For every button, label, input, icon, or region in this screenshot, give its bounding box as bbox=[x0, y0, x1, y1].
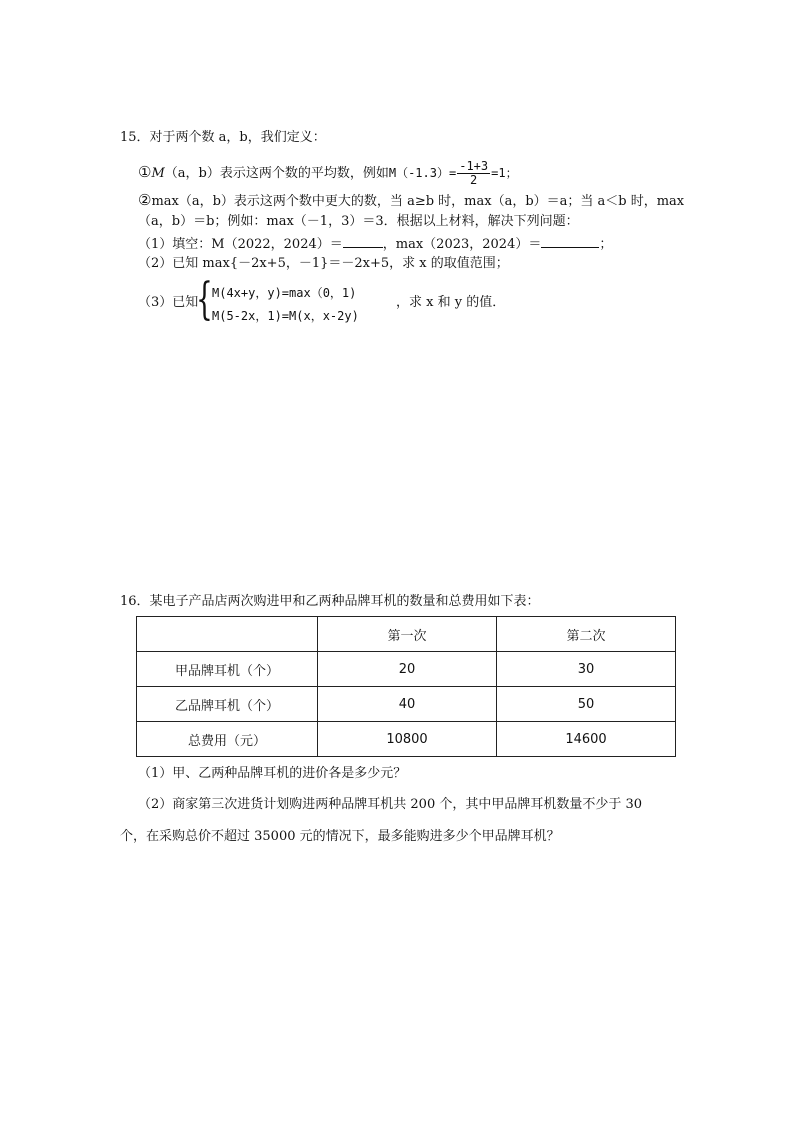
q16-part-2-line1: （2）商家第三次进货计划购进两种品牌耳机共 200 个，其中甲品牌耳机数量不少于 30 bbox=[138, 797, 643, 812]
q15-part-2: （2）已知 max{－2x+5，－1}＝－2x+5，求 x 的取值范围； bbox=[138, 256, 509, 271]
answer-blank-2 bbox=[541, 235, 599, 248]
m-symbol: M bbox=[151, 166, 165, 181]
q16-part-2-line2: 个，在采购总价不超过 35000 元的情况下，最多能购进多少个甲品牌耳机？ bbox=[120, 829, 560, 844]
table-header-cell bbox=[137, 617, 318, 652]
q15-title: 15．对于两个数 a，b，我们定义： bbox=[120, 130, 326, 145]
def1-text: 表示这两个数的平均数，例如 bbox=[219, 166, 389, 181]
part1-middle: ，max（2023，2024）＝ bbox=[382, 237, 542, 252]
answer-blank-1 bbox=[343, 235, 383, 248]
q15-equation-2: M(5-2x，1)=M(x，x-2y) bbox=[212, 309, 359, 323]
part1-prefix: （1）填空：M（2022，2024）＝ bbox=[138, 237, 343, 252]
q15-equation-1: M(4x+y，y)=max（0，1) bbox=[212, 286, 357, 300]
table-row bbox=[137, 687, 676, 722]
table-header-cell: 第一次 bbox=[318, 617, 497, 652]
q15-part-1 bbox=[138, 235, 612, 253]
fraction-numerator: -1+3 bbox=[459, 159, 489, 173]
def1-example-rhs: =1； bbox=[491, 166, 518, 180]
table-cell: 30 bbox=[497, 652, 676, 687]
q16-title: 16．某电子产品店两次购进甲和乙两种品牌耳机的数量和总费用如下表： bbox=[120, 594, 540, 609]
table-cell: 乙品牌耳机（个） bbox=[137, 687, 318, 722]
circled-one-marker: ① bbox=[138, 163, 152, 181]
q15-definition-1 bbox=[138, 160, 518, 187]
q15-part-3-label: （3）已知 bbox=[138, 295, 199, 310]
table-cell: 甲品牌耳机（个） bbox=[137, 652, 318, 687]
table-cell: 40 bbox=[318, 687, 497, 722]
q16-part-1: （1）甲、乙两种品牌耳机的进价各是多少元？ bbox=[138, 766, 407, 781]
table-cell: 14600 bbox=[497, 722, 676, 757]
table-row bbox=[137, 722, 676, 757]
q15-definition-2-line2: （a，b）＝b；例如：max（－1，3）＝3．根据以上材料，解决下列问题： bbox=[138, 214, 579, 229]
table-cell: 20 bbox=[318, 652, 497, 687]
def1-args: （a，b） bbox=[164, 166, 220, 181]
q15-part-3-suffix: ，求 x 和 y 的值． bbox=[396, 295, 506, 310]
circled-two-marker: ② bbox=[138, 191, 152, 209]
part1-suffix: ； bbox=[599, 237, 613, 252]
def2-line1-text: max（a，b）表示这两个数中更大的数，当 a≥b 时，max（a，b）＝a；当 a＜b 时，max bbox=[151, 194, 685, 209]
fraction-denominator: 2 bbox=[470, 173, 478, 187]
table-cell: 10800 bbox=[318, 722, 497, 757]
q15-definition-2-line1 bbox=[138, 192, 684, 210]
table-cell: 50 bbox=[497, 687, 676, 722]
average-fraction bbox=[457, 160, 490, 187]
table-row bbox=[137, 652, 676, 687]
purchase-table bbox=[136, 616, 676, 757]
table-header-row bbox=[137, 617, 676, 652]
system-brace-icon: { bbox=[196, 274, 213, 325]
table-header-cell: 第二次 bbox=[497, 617, 676, 652]
table-cell: 总费用（元） bbox=[137, 722, 318, 757]
def1-example-lhs: M（-1.3）= bbox=[388, 166, 457, 180]
